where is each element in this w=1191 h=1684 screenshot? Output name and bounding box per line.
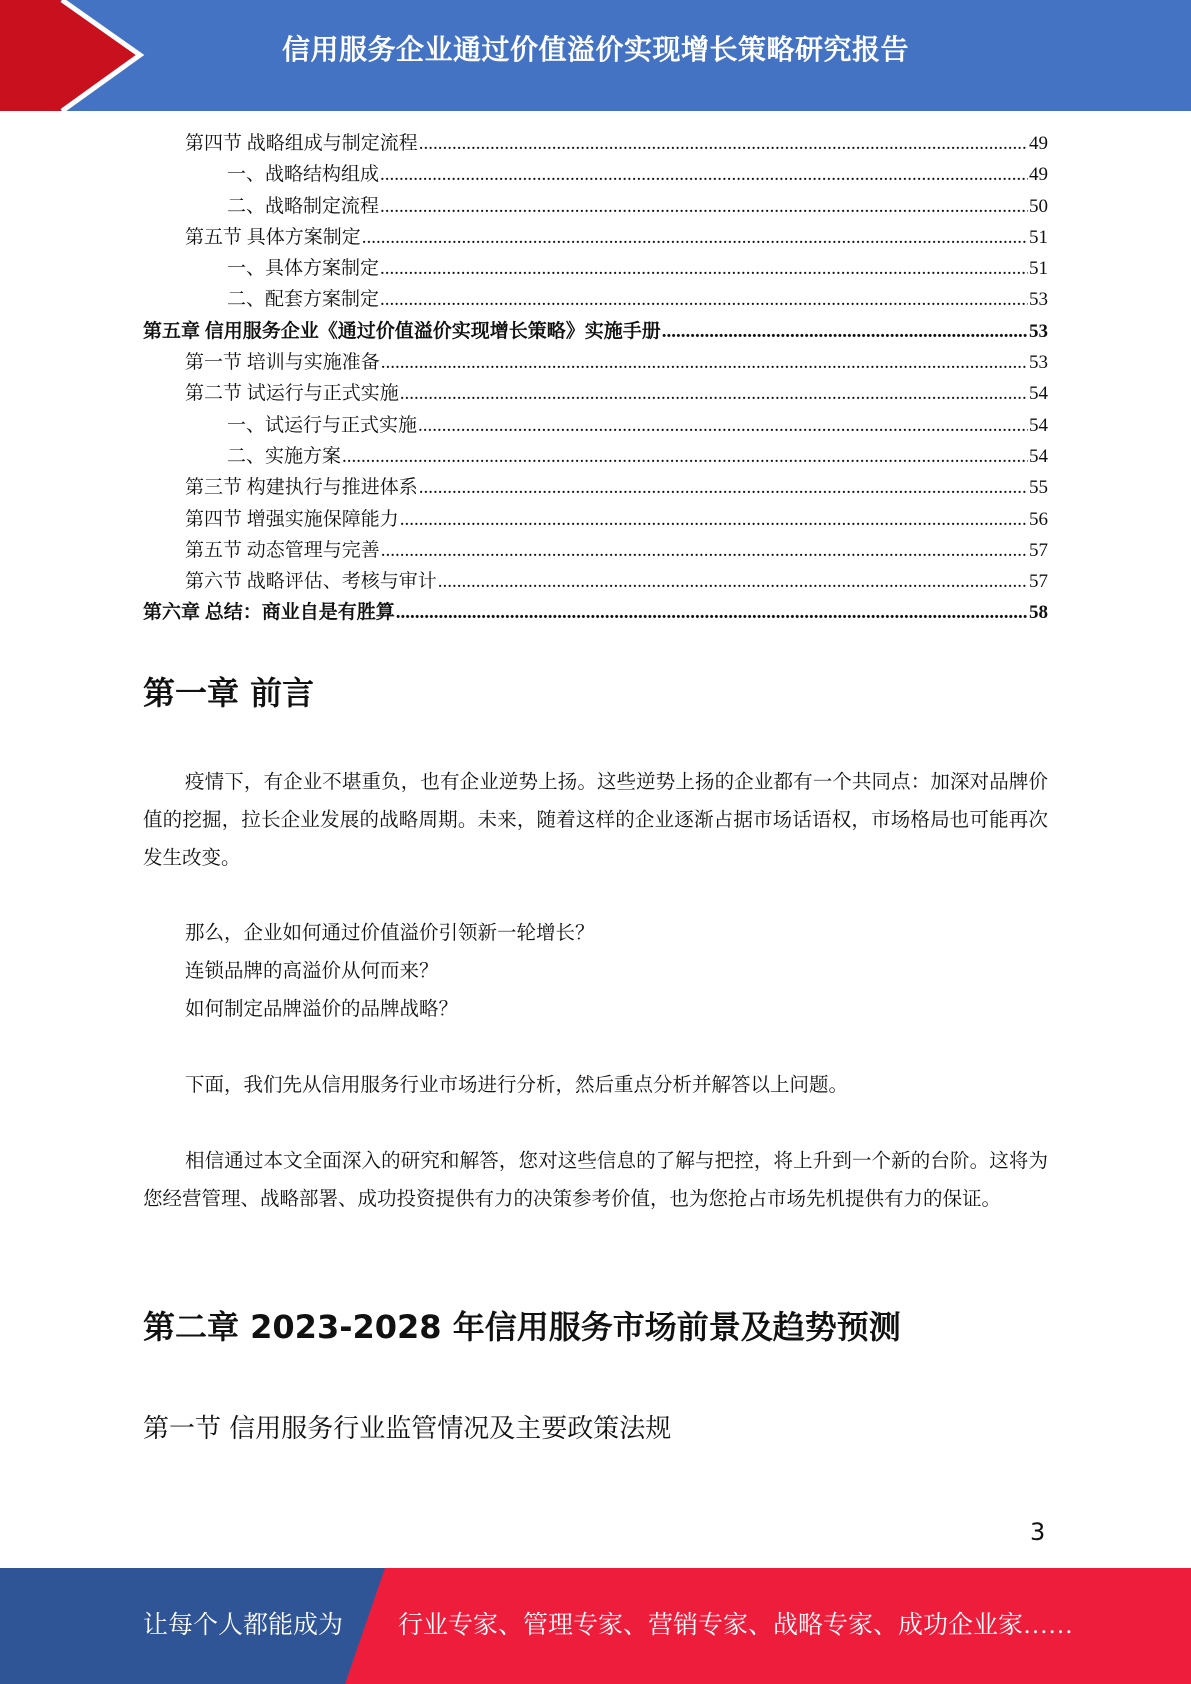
toc-entry-title: 第二节 试运行与正式实施 xyxy=(185,383,399,405)
toc-entry-page: 53 xyxy=(1029,289,1048,311)
toc-entry-page: 51 xyxy=(1029,258,1048,280)
toc-entry-page: 49 xyxy=(1029,164,1048,186)
toc-entry[interactable] xyxy=(143,472,1048,503)
toc-entry[interactable] xyxy=(143,378,1048,409)
toc-entry-page: 50 xyxy=(1029,195,1048,217)
toc-entry[interactable] xyxy=(143,535,1048,566)
toc-dot-leader xyxy=(342,441,1028,472)
chapter-1-paragraph-1: 疫情下，有企业不堪重负，也有企业逆势上扬。这些逆势上扬的企业都有一个共同点：加深对品牌价值的挖掘，拉长企业发展的战略周期。未来，随着这样的企业逐渐占据市场话语权，市场格局也可能再次发生改变。 xyxy=(143,772,1048,869)
toc-dot-leader xyxy=(381,347,1028,378)
toc-entry-page: 54 xyxy=(1029,445,1048,467)
page-number: 3 xyxy=(1030,1518,1046,1546)
toc-entry-title: 第六章 总结：商业自是有胜算 xyxy=(143,602,395,624)
toc-dot-leader xyxy=(400,504,1028,535)
toc-entry[interactable] xyxy=(143,253,1048,284)
toc-dot-leader xyxy=(662,316,1028,347)
toc-entry[interactable] xyxy=(143,504,1048,535)
toc-entry-page: 51 xyxy=(1029,226,1048,248)
toc-entry-title: 第三节 构建执行与推进体系 xyxy=(185,477,418,499)
toc-entry-page: 55 xyxy=(1029,477,1048,499)
toc-dot-leader xyxy=(396,597,1028,628)
toc-dot-leader xyxy=(380,159,1028,190)
table-of-contents xyxy=(143,128,1048,629)
toc-entry-title: 第五节 动态管理与完善 xyxy=(185,539,380,561)
toc-entry[interactable] xyxy=(143,410,1048,441)
chapter-1-paragraph-3: 相信通过本文全面深入的研究和解答，您对这些信息的了解与把控，将上升到一个新的台阶。这将为您经营管理、战略部署、成功投资提供有力的决策参考价值，也为您抢占市场先机提供有力的保证。 xyxy=(143,1151,1048,1210)
page-header xyxy=(0,0,1191,111)
toc-entry-title: 第一节 培训与实施准备 xyxy=(185,352,380,374)
toc-entry-page: 56 xyxy=(1029,508,1048,530)
question-line-3: 如何制定品牌溢价的品牌战略？ xyxy=(185,999,459,1020)
footer-slogan-left: 让每个人都能成为 xyxy=(143,1612,344,1639)
footer-slogan-right: 行业专家、管理专家、营销专家、战略专家、成功企业家…… xyxy=(398,1612,1074,1639)
toc-entry-page: 54 xyxy=(1029,414,1048,436)
toc-dot-leader xyxy=(380,191,1028,222)
toc-entry-title: 第四节 战略组成与制定流程 xyxy=(185,133,418,154)
toc-dot-leader xyxy=(418,410,1028,441)
toc-entry[interactable] xyxy=(143,159,1048,190)
toc-entry-title: 第五节 具体方案制定 xyxy=(185,226,361,248)
question-line-2: 连锁品牌的高溢价从何而来？ xyxy=(185,961,439,982)
toc-dot-leader xyxy=(419,472,1028,503)
toc-entry[interactable] xyxy=(143,222,1048,253)
toc-entry-title: 第五章 信用服务企业《通过价值溢价实现增长策略》实施手册 xyxy=(143,320,661,342)
toc-entry-page: 49 xyxy=(1029,133,1048,154)
toc-entry[interactable] xyxy=(143,284,1048,315)
chapter-1-paragraph-2: 下面，我们先从信用服务行业市场进行分析，然后重点分析并解答以上问题。 xyxy=(185,1075,849,1096)
section-1-heading: 第一节 信用服务行业监管情况及主要政策法规 xyxy=(143,1414,672,1444)
page-footer xyxy=(0,1568,1191,1684)
toc-entry[interactable] xyxy=(143,441,1048,472)
toc-dot-leader xyxy=(419,128,1028,159)
toc-dot-leader xyxy=(438,566,1028,597)
toc-entry-title: 二、战略制定流程 xyxy=(227,195,380,217)
toc-entry-title: 一、战略结构组成 xyxy=(227,164,380,186)
toc-entry-page: 57 xyxy=(1029,571,1048,593)
toc-dot-leader xyxy=(380,253,1028,284)
toc-entry-title: 第四节 增强实施保障能力 xyxy=(185,508,399,530)
header-title: 信用服务企业通过价值溢价实现增长策略研究报告 xyxy=(282,33,910,66)
chapter-1-heading: 第一章 前言 xyxy=(143,674,315,712)
header-chevron-decoration xyxy=(0,0,200,111)
toc-dot-leader xyxy=(380,284,1028,315)
toc-entry-page: 53 xyxy=(1029,320,1048,342)
chapter-2-heading: 第二章 2023-2028 年信用服务市场前景及趋势预测 xyxy=(143,1308,901,1346)
toc-entry[interactable] xyxy=(143,347,1048,378)
toc-entry-page: 53 xyxy=(1029,352,1048,374)
toc-entry-title: 第六节 战略评估、考核与审计 xyxy=(185,571,437,593)
toc-entry-title: 二、配套方案制定 xyxy=(227,289,380,311)
question-line-1: 那么，企业如何通过价值溢价引领新一轮增长？ xyxy=(185,923,595,944)
toc-entry-title: 一、具体方案制定 xyxy=(227,258,380,280)
toc-entry-page: 58 xyxy=(1029,602,1048,624)
toc-entry[interactable] xyxy=(143,191,1048,222)
toc-entry[interactable] xyxy=(143,316,1048,347)
toc-entry-page: 57 xyxy=(1029,539,1048,561)
toc-entry-title: 一、试运行与正式实施 xyxy=(227,414,418,436)
toc-entry-page: 54 xyxy=(1029,383,1048,405)
toc-entry[interactable] xyxy=(143,566,1048,597)
toc-entry[interactable] xyxy=(143,128,1048,159)
toc-dot-leader xyxy=(400,378,1028,409)
toc-entry[interactable] xyxy=(143,597,1048,628)
toc-dot-leader xyxy=(381,535,1028,566)
toc-dot-leader xyxy=(362,222,1028,253)
toc-entry-title: 二、实施方案 xyxy=(227,445,342,467)
